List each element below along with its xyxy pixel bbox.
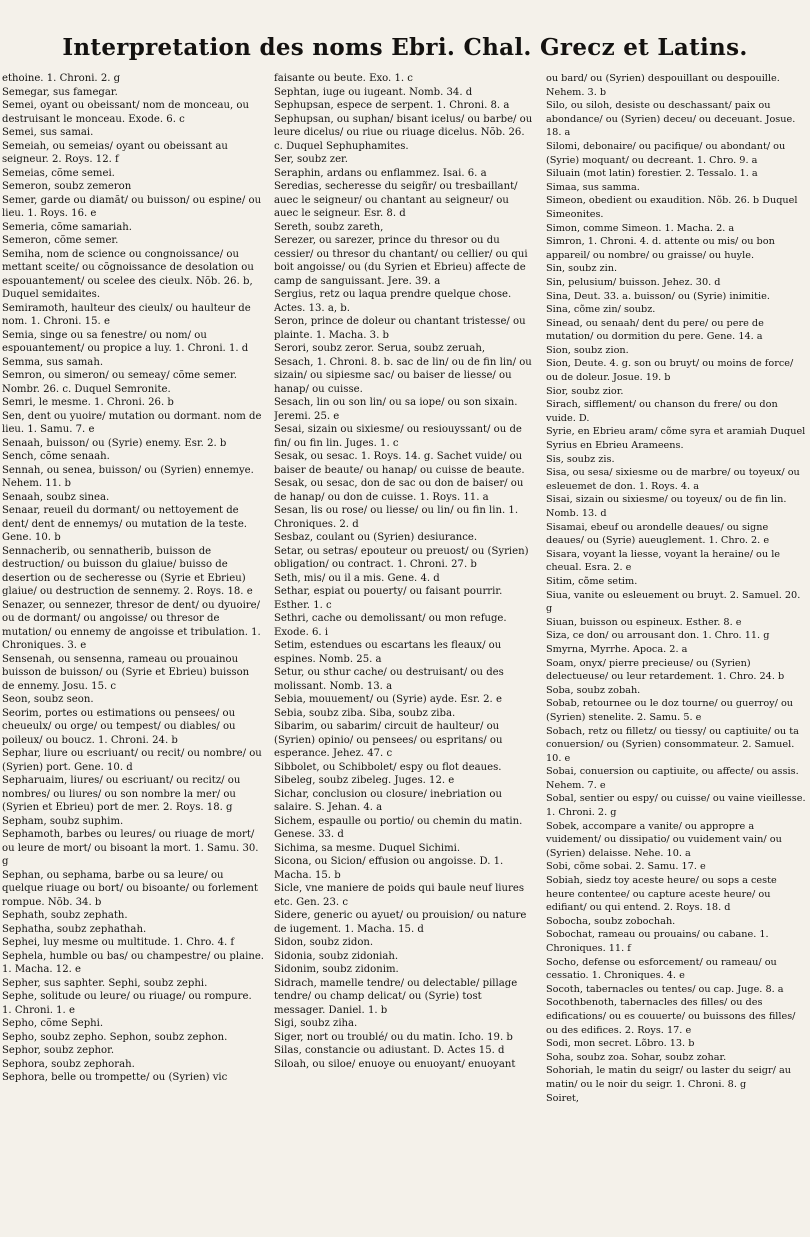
dictionary-entry: Sesach, lin ou son lin/ ou sa iope/ ou son sixain. Jeremi. 25. e	[274, 397, 518, 422]
dictionary-entry: Sion, soubz zion.	[546, 344, 629, 356]
dictionary-entry: Sisai, sizain ou sixiesme/ ou toyeux/ ou de fin lin. Nomb. 13. d	[546, 494, 787, 519]
dictionary-entry: Sibeleg, soubz zibeleg. Juges. 12. e	[274, 775, 455, 786]
dictionary-entry: Sis, soubz zis.	[546, 453, 615, 465]
dictionary-entry: Sichem, espaulle ou portio/ ou chemin du matin. Genese. 33. d	[274, 815, 523, 840]
dictionary-entry: Semeron, soubz zemeron	[2, 181, 132, 192]
dictionary-entry: Simaa, sus samma.	[546, 181, 640, 193]
dictionary-entry: Sethar, espiat ou pouerty/ ou faisant pourrir. Esther. 1. c	[274, 586, 503, 611]
dictionary-entry: Semegar, sus famegar.	[2, 86, 118, 98]
dictionary-entry: Silas, constancie ou adiustant. D. Actes 15. d	[274, 1045, 505, 1056]
dictionary-entry: Socothbenoth, tabernacles des filles/ ou des edifications/ ou es couuerte/ ou buissons des filles/ ou des edifices. 2. Roys. 17. e	[546, 997, 796, 1036]
dictionary-entry: Sesan, lis ou rose/ ou liesse/ ou lin/ ou fin lin. 1. Chroniques. 2. d	[274, 505, 519, 530]
dictionary-entry: Sitim, cõme setim.	[546, 575, 638, 587]
dictionary-entry: Serori, soubz zeror. Serua, soubz zeruah,	[274, 343, 486, 354]
dictionary-entry: Sina, cõme zin/ soubz.	[546, 304, 656, 316]
dictionary-entry: Sin, soubz zin.	[546, 263, 618, 275]
dictionary-entry: Sodi, mon secret. Lõbro. 13. b	[546, 1038, 695, 1050]
dictionary-entry: Socho, defense ou esforcement/ ou rameau/ ou cessatio. 1. Chroniques. 4. e	[546, 956, 777, 982]
dictionary-entry: Smyrna, Myrrhe. Apoca. 2. a	[546, 643, 688, 655]
dictionary-entry: Sigi, soubz ziha.	[274, 1018, 358, 1029]
dictionary-entry: Sennacherib, ou sennatherib, buisson de destruction/ ou buisson du glaiue/ buisso de desertion ou de secheresse ou (Syrie et Ebrieu) glaiue/ ou destruction de sennemy. 2. Roys. 18. e	[2, 545, 253, 597]
dictionary-entry: Sobocha, soubz zobochah.	[546, 915, 676, 927]
dictionary-entry: Semei, oyant ou obeissant/ nom de monceau, ou destruisant le monceau. Exode. 6. c	[2, 100, 250, 125]
dictionary-entry: Ser, soubz zer.	[274, 154, 348, 165]
dictionary-entry: Sephath, soubz zephath.	[2, 910, 128, 921]
dictionary-entry: Siua, vanite ou esleuement ou bruyt. 2. Samuel. 20. g	[546, 589, 801, 615]
dictionary-entry: Sepho, cõme Sephi.	[2, 1018, 104, 1029]
dictionary-entry: Semei, sus samai.	[2, 127, 94, 138]
dictionary-entry: Senaah, buisson/ ou (Syrie) enemy. Esr. 2. b	[2, 437, 227, 449]
dictionary-entry: Sephar, liure ou escriuant/ ou recit/ ou nombre/ ou (Syrien) port. Gene. 10. d	[2, 748, 262, 773]
dictionary-entry: Sicle, vne maniere de poids qui baule neuf liures etc. Gen. 23. c	[274, 883, 525, 908]
dictionary-entry: Sobek, accompare a vanite/ ou appropre a vuidement/ ou dissipatio/ ou vuidement vain/ ou (Syrien) delaisse. Nehe. 10. a	[546, 820, 782, 859]
dictionary-entry: faisante ou beute. Exo. 1. c	[274, 73, 413, 84]
dictionary-entry: Sephupsan, espece de serpent. 1. Chroni. 8. a	[274, 100, 510, 111]
dictionary-entry: Sephela, humble ou bas/ ou champestre/ ou plaine. 1. Macha. 12. e	[2, 950, 264, 975]
dictionary-entry: Semeiah, ou semeias/ oyant ou obeissant au seigneur. 2. Roys. 12. f	[2, 140, 228, 165]
dictionary-entry: Sesach, 1. Chroni. 8. b. sac de lin/ ou de fin lin/ ou sizain/ ou sipiesme sac/ ou baiser de liesse/ ou hanap/ ou cuisse.	[274, 356, 532, 395]
dictionary-entry: Sicona, ou Sicion/ effusion ou angoisse. D. 1. Macha. 15. b	[274, 856, 504, 881]
dictionary-entry: Semer, garde ou diamãt/ ou buisson/ ou espine/ ou lieu. 1. Roys. 16. e	[2, 194, 262, 219]
dictionary-entry: Sobochat, rameau ou prouains/ ou cabane. 1. Chroniques. 11. f	[546, 929, 769, 954]
dictionary-entry: Siluain (mot latin) forestier. 2. Tessalo. 1. a	[546, 168, 758, 180]
dictionary-entry: Sepham, soubz suphim.	[2, 815, 124, 827]
dictionary-entry: Senaah, soubz sinea.	[2, 491, 110, 503]
dictionary-entry: Sibarim, ou sabarim/ circuit de haulteur/ ou (Syrien) opinio/ ou pensees/ ou espritans/ ou esperance. Jehez. 47. c	[274, 721, 503, 759]
dictionary-entry: Semron, ou simeron/ ou semeay/ cõme semer. Nombr. 26. c. Duquel Semronite.	[2, 370, 237, 395]
dictionary-entry: Serezer, ou sarezer, prince du thresor ou du cessier/ ou thresor du chantant/ ou cellier/ ou qui boit angoisse/ ou (du Syrien et Ebrieu) affecte de camp de sanguissant. Jere. 39. a	[274, 235, 528, 287]
dictionary-entry: Sebia, mouuement/ ou (Syrie) ayde. Esr. 2. e	[274, 694, 502, 705]
dictionary-entry: Sergius, retz ou laqua prendre quelque chose. Actes. 13. a, b.	[274, 289, 512, 314]
column-left	[2, 72, 264, 1230]
dictionary-entry: Seon, soubz seon.	[2, 694, 94, 705]
dictionary-entry: Siger, nort ou troublé/ ou du matin. Icho. 19. b	[274, 1031, 513, 1043]
dictionary-entry: Semma, sus samah.	[2, 356, 104, 368]
dictionary-entry: Seron, prince de doleur ou chantant tristesse/ ou plainte. 1. Macha. 3. b	[274, 316, 526, 341]
dictionary-entry: Semia, singe ou sa fenestre/ ou nom/ ou espouantement/ ou propice a luy. 1. Chroni. 1. d	[2, 329, 249, 354]
dictionary-entry: ou bard/ ou (Syrien) despouillant ou despouille. Nehem. 3. b	[546, 73, 780, 98]
dictionary-entry: Sephora, soubz zephorah.	[2, 1058, 135, 1070]
dictionary-entry: Sephatha, soubz zephathah.	[2, 923, 147, 935]
dictionary-entry: Sethri, cache ou demolissant/ ou mon refuge. Exode. 6. i	[274, 613, 507, 638]
dictionary-entry: Sisamai, ebeuf ou arondelle deaues/ ou signe deaues/ ou (Syrie) aueuglement. 1. Chro. 2. e	[546, 521, 770, 547]
dictionary-entry: Seth, mis/ ou il a mis. Gene. 4. d	[274, 572, 440, 584]
page-title: Interpretation des noms Ebri. Chal. Grecz et Latins.	[62, 34, 748, 61]
dictionary-entry: Siuan, buisson ou espineux. Esther. 8. e	[546, 616, 742, 628]
dictionary-entry: Sepharuaim, liures/ ou escriuant/ ou recitz/ ou nombres/ ou liures/ ou son nombre la mer/ ou (Syrien et Ebrieu) port de mer. 2. Roys. 18. g	[2, 775, 241, 813]
dictionary-entry: Silo, ou siloh, desiste ou deschassant/ paix ou abondance/ ou (Syrien) deceu/ ou deceuant. Josue. 18. a	[546, 100, 796, 139]
dictionary-entry: Silomi, debonaire/ ou pacifique/ ou abondant/ ou (Syrie) moquant/ ou decreant. 1. Chro. 9. a	[546, 140, 786, 166]
dictionary-entry: Sephan, ou sephama, barbe ou sa leure/ ou quelque riuage ou bort/ ou bisoante/ ou forlement rompue. Nõb. 34. b	[2, 869, 258, 908]
dictionary-entry: Soiret,	[546, 1092, 579, 1104]
dictionary-entry: Semiha, nom de science ou congnoissance/ ou mettant sceite/ ou cõgnoissance de desolation ou espouantement/ ou scelee des cieulx. Nõb. 26. b, Duquel semidaites.	[2, 248, 254, 300]
dictionary-entry: Sobach, retz ou filletz/ ou tiessy/ ou captiuite/ ou ta conuersion/ ou (Syrien) consommateur. 2. Samuel. 10. e	[546, 725, 799, 764]
dictionary-entry: Sichima, sa mesme. Duquel Sichimi.	[274, 842, 461, 854]
dictionary-entry: Sibbolet, ou Schibbolet/ espy ou flot deaues.	[274, 761, 502, 773]
column-middle	[274, 72, 536, 1230]
dictionary-entry: Sench, cõme senaah.	[2, 451, 110, 462]
dictionary-entry: Simon, comme Simeon. 1. Macha. 2. a	[546, 222, 735, 234]
dictionary-entry: Siloah, ou siloe/ enuoye ou enuoyant/ enuoyant	[274, 1058, 516, 1070]
dictionary-entry: Semeias, cõme semei.	[2, 167, 115, 179]
dictionary-entry: Sephamoth, barbes ou leures/ ou riuage de mort/ ou leure de mort/ ou bisoant la mort. 1. Samu. 30. g	[2, 829, 259, 867]
dictionary-entry: Soam, onyx/ pierre precieuse/ ou (Syrien) delectueuse/ ou leur retardement. 1. Chro. 24. b	[546, 657, 785, 683]
dictionary-entry: Senaar, reueil du dormant/ ou nettoyement de dent/ dent de ennemys/ ou mutation de la teste. Gene. 10. b	[2, 505, 248, 543]
dictionary-entry: Semiramoth, haulteur des cieulx/ ou haulteur de nom. 1. Chroni. 15. e	[2, 302, 251, 327]
dictionary-entry: Soha, soubz zoa. Sohar, soubz zohar.	[546, 1051, 727, 1063]
dictionary-entry: Simeon, obedient ou exaudition. Nõb. 26. b Duquel Simeonites.	[546, 195, 798, 220]
dictionary-entry: Sephei, luy mesme ou multitude. 1. Chro. 4. f	[2, 937, 235, 948]
dictionary-entry: Sidon, soubz zidon.	[274, 937, 374, 948]
dictionary-entry: Sion, Deute. 4. g. son ou bruyt/ ou moins de force/ ou de doleur. Josue. 19. b	[546, 358, 794, 384]
dictionary-columns	[2, 72, 808, 1230]
dictionary-entry: Sisa, ou sesa/ sixiesme ou de marbre/ ou toyeux/ ou esleuemet de don. 1. Roys. 4. a	[546, 467, 800, 492]
dictionary-entry: ethoine. 1. Chroni. 2. g	[2, 73, 121, 84]
dictionary-entry: Sobiah, siedz toy aceste heure/ ou sops a ceste heure contentee/ ou capture aceste heure/ ou edifiant/ ou qui entend. 2. Roys. 18. d	[546, 875, 777, 914]
dictionary-entry: Sisara, voyant la liesse, voyant la heraine/ ou le cheual. Esra. 2. e	[546, 548, 781, 574]
dictionary-entry: Sina, Deut. 33. a. buisson/ ou (Syrie) inimitie.	[546, 290, 770, 302]
dictionary-entry: Sobab, retournee ou le doz tourne/ ou guerroy/ ou (Syrien) stenelite. 2. Samu. 5. e	[546, 698, 794, 723]
dictionary-entry: Sepho, soubz zepho. Sephon, soubz zephon.	[2, 1031, 228, 1043]
dictionary-entry: Sen, dent ou yuoire/ mutation ou dormant. nom de lieu. 1. Samu. 7. e	[2, 410, 262, 435]
dictionary-entry: Seraphin, ardans ou enflammez. Isai. 6. a	[274, 167, 487, 179]
dictionary-entry: Sichar, conclusion ou closure/ inebriation ou salaire. S. Jehan. 4. a	[274, 788, 502, 813]
dictionary-entry: Semri, le mesme. 1. Chroni. 26. b	[2, 397, 174, 408]
dictionary-entry: Sephtan, iuge ou iugeant. Nomb. 34. d	[274, 86, 473, 98]
dictionary-entry: Soba, soubz zobah.	[546, 684, 641, 696]
dictionary-entry: Sin, pelusium/ buisson. Jehez. 30. d	[546, 276, 721, 288]
dictionary-entry: Semeron, cõme semer.	[2, 235, 119, 246]
dictionary-entry: Sidonia, soubz zidoniah.	[274, 950, 399, 962]
dictionary-entry: Sohoriah, le matin du seigr/ ou laster du seigr/ au matin/ ou le noir du seigr. 1. Chroni. 8. g	[546, 1065, 791, 1090]
dictionary-entry: Sinead, ou senaah/ dent du pere/ ou pere de mutation/ ou dormition du pere. Gene. 14. a	[546, 317, 764, 343]
dictionary-entry: Sesak, ou sesac, don de sac ou don de baiser/ ou de hanap/ ou don de cuisse. 1. Roys. 11. a	[274, 478, 524, 503]
dictionary-entry: Syrie, en Ebrieu aram/ cõme syra et aramiah Duquel Syrius en Ebrieu Arameens.	[546, 426, 806, 452]
dictionary-entry: Sebia, soubz ziba. Siba, soubz ziba.	[274, 707, 456, 719]
dictionary-entry: Seorim, portes ou estimations ou pensees/ ou cheueulx/ ou orge/ ou tempest/ ou diables/ ou poileux/ ou boucz. 1. Chroni. 24. b	[2, 707, 236, 746]
dictionary-entry: Setur, ou sthur cache/ ou destruisant/ ou des molissant. Nomb. 13. a	[274, 667, 504, 692]
dictionary-entry: Simron, 1. Chroni. 4. d. attente ou mis/ ou bon appareil/ ou nombre/ ou graisse/ ou huyle.	[546, 236, 775, 261]
dictionary-entry: Sensenah, ou sensenna, rameau ou prouainou buisson de buisson/ ou (Syrie et Ebrieu) buisson de ennemy. Josu. 15. c	[2, 653, 250, 692]
dictionary-entry: Seredias, secheresse du seigñr/ ou tresbaillant/ auec le seigneur/ ou chantant au seigneur/ ou auec le seigneur. Esr. 8. d	[274, 181, 518, 219]
dictionary-entry: Sobai, conuersion ou captiuite, ou affecte/ ou assis. Nehem. 7. e	[546, 766, 799, 791]
dictionary-entry: Socoth, tabernacles ou tentes/ ou cap. Juge. 8. a	[546, 983, 784, 995]
dictionary-entry: Sesai, sizain ou sixiesme/ ou resiouyssant/ ou de fin/ ou fin lin. Juges. 1. c	[274, 424, 522, 449]
dictionary-entry: Sobal, sentier ou espy/ ou cuisse/ ou vaine vieillesse. 1. Chroni. 2. g	[546, 793, 806, 819]
dictionary-entry: Senazer, ou sennezer, thresor de dent/ ou dyuoire/ ou de dormant/ ou angoisse/ ou thresor de mutation/ ou ennemy de angoisse et tribulation. 1. Chroniques. 3. e	[2, 599, 261, 651]
column-right	[546, 72, 808, 1230]
dictionary-entry: Sepher, sus saphter. Sephi, soubz zephi.	[2, 977, 208, 989]
dictionary-entry: Sidere, generic ou ayuet/ ou prouision/ ou nature de iugement. 1. Macha. 15. d	[274, 910, 527, 935]
dictionary-entry: Sesbaz, coulant ou (Syrien) desiurance.	[274, 532, 478, 543]
dictionary-entry: Sidonim, soubz zidonim.	[274, 964, 399, 975]
dictionary-entry: Sephor, soubz zephor.	[2, 1045, 115, 1056]
dictionary-entry: Sephe, solitude ou leure/ ou riuage/ ou rompure. 1. Chroni. 1. e	[2, 991, 252, 1016]
dictionary-entry: Setar, ou setras/ epouteur ou preuost/ ou (Syrien) obligation/ ou contract. 1. Chroni. 27. b	[274, 545, 529, 570]
dictionary-entry: Setim, estendues ou escartans les fleaux/ ou espines. Nomb. 25. a	[274, 640, 502, 665]
dictionary-entry: Sesak, ou sesac. 1. Roys. 14. g. Sachet vuide/ ou baiser de beaute/ ou hanap/ ou cuisse de beaute.	[274, 451, 525, 476]
dictionary-entry: Sobi, cõme sobai. 2. Samu. 17. e	[546, 861, 706, 873]
dictionary-entry: Siza, ce don/ ou arrousant don. 1. Chro. 11. g	[546, 630, 770, 642]
dictionary-entry: Sereth, soubz zareth,	[274, 221, 384, 233]
dictionary-entry: Sidrach, mamelle tendre/ ou delectable/ pillage tendre/ ou champ delicat/ ou (Syrie) tost messager. Daniel. 1. b	[274, 977, 518, 1016]
dictionary-entry: Sephupsan, ou suphan/ bisant icelus/ ou barbe/ ou leure dicelus/ ou riue ou riuage dicelus. Nõb. 26. c. Duquel Sephuphamites.	[274, 113, 533, 152]
dictionary-entry: Sephora, belle ou trompette/ ou (Syrien) vic	[2, 1072, 228, 1083]
dictionary-entry: Sennah, ou senea, buisson/ ou (Syrien) ennemye. Nehem. 11. b	[2, 464, 254, 489]
dictionary-entry: Sirach, sifflement/ ou chanson du frere/ ou don vuide. D.	[546, 399, 778, 424]
dictionary-entry: Sior, soubz zior.	[546, 385, 624, 397]
dictionary-entry: Semeria, cõme samariah.	[2, 221, 132, 233]
